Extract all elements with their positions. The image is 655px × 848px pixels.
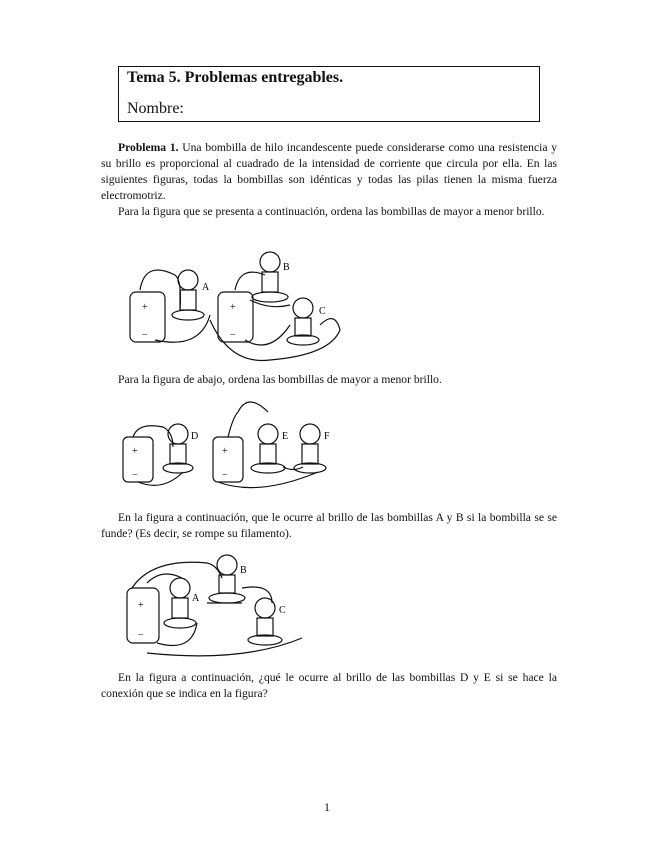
question-4-text: En la figura a continuación, ¿qué le ocurre al brillo de las bombillas D y E si se hace la conexión que se indica en la figura? [101,671,557,700]
bulb-label-a-2: A [192,593,200,604]
bulb-label-b-2: B [240,565,247,576]
bulb-label-b: B [283,262,290,273]
header-box [118,66,540,122]
question-4 [101,670,557,702]
intro-text: Una bombilla de hilo incandescente puede considerarse como una resistencia y su brillo es proporcional al cuadrado de la intensidad de corriente que circula por ella. En las siguientes figuras, todas la bombillas son idénticas y todas las pilas tienen la misma fuerza electromotriz. [101,141,557,202]
figure-3-circuit [122,543,337,663]
bulb-label-a: A [202,282,210,293]
name-label: Nombre: [127,100,184,117]
problem-intro [101,140,557,204]
fig1-minus: − [142,330,148,341]
bulb-label-e: E [282,431,289,442]
question-2-text: Para la figura de abajo, ordena las bombillas de mayor a menor brillo. [118,373,442,386]
bulb-label-f: F [324,431,330,442]
question-3 [101,510,557,542]
question-3-text: En la figura a continuación, que le ocurre al brillo de las bombillas A y B si la bombilla se se funde? (Es decir, se rompe su filamento). [101,511,557,540]
page-title: Tema 5. Problemas entregables. [127,69,344,86]
figure-2-circuit [118,392,343,492]
page-number: 1 [324,800,330,814]
fig2-minus: − [132,470,138,481]
question-1 [101,204,557,220]
figure-1-circuit [120,240,350,365]
problem-label: Problema 1. [118,141,179,154]
fig1-plus: + [142,302,148,313]
bulb-label-d: D [191,431,199,442]
fig1-minus-2: − [230,330,236,341]
fig3-minus: − [138,630,144,641]
fig2-minus-2: − [222,470,228,481]
fig2-plus-2: + [222,446,228,457]
question-1-text: Para la figura que se presenta a continuación, ordena las bombillas de mayor a menor brillo. [118,205,545,218]
bulb-label-c: C [319,306,326,317]
bulb-label-c-2: C [279,605,286,616]
fig3-plus: + [138,600,144,611]
question-2 [101,372,557,388]
fig2-plus: + [132,446,138,457]
fig1-plus-2: + [230,302,236,313]
